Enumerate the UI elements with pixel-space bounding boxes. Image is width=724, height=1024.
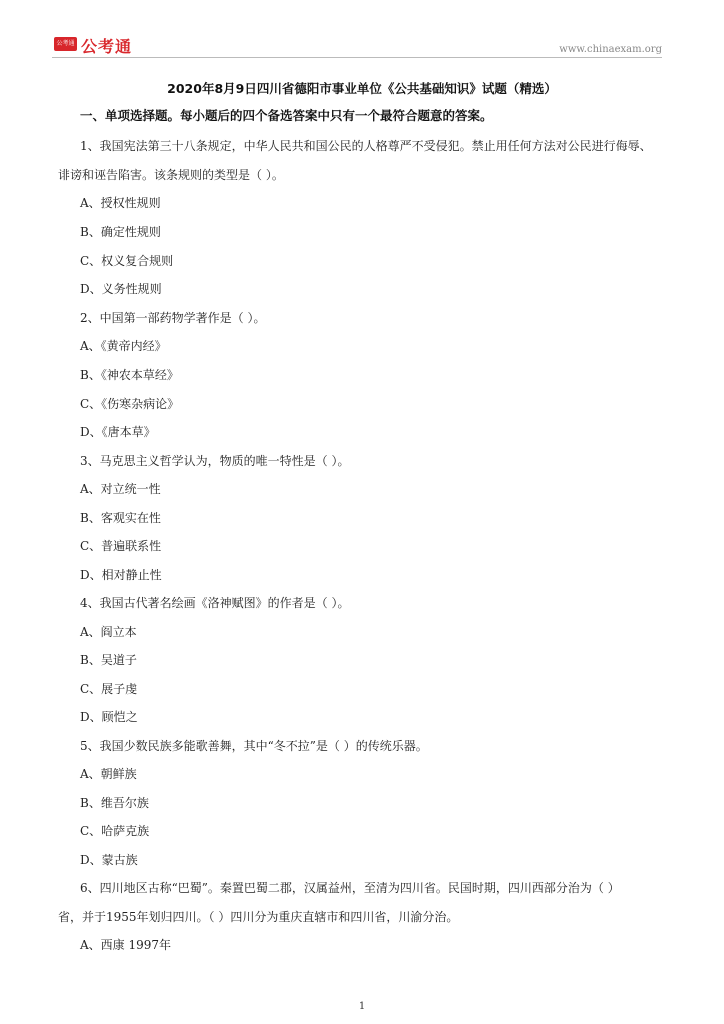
section-title: 一、单项选择题。每小题后的四个备选答案中只有一个最符合题意的答案。 xyxy=(80,108,493,123)
page-number: 1 xyxy=(358,1001,366,1012)
option-item: C、普遍联系性 xyxy=(80,539,162,553)
option-item: B、《神农本草经》 xyxy=(80,368,179,382)
option-item: B、客观实在性 xyxy=(80,511,161,525)
option-item: B、维吾尔族 xyxy=(80,796,149,810)
question-text: 5、我国少数民族多能歌善舞，其中“冬不拉”是（ ）的传统乐器。 xyxy=(80,739,428,753)
question-text: 6、四川地区古称“巴蜀”。秦置巴蜀二郡，汉属益州，至清为四川省。民国时期，四川西部分治为（ ） xyxy=(80,881,620,895)
option-item: C、哈萨克族 xyxy=(80,824,150,838)
option-item: D、相对静止性 xyxy=(80,568,162,582)
option-item: C、展子虔 xyxy=(80,682,138,696)
question-text: 4、我国古代著名绘画《洛神赋图》的作者是（ ）。 xyxy=(80,596,350,610)
question-text: 3、马克思主义哲学认为，物质的唯一特性是（ ）。 xyxy=(80,454,350,468)
option-item: D、蒙古族 xyxy=(80,853,138,867)
option-item: A、朝鲜族 xyxy=(80,767,137,781)
question-text: 省，并于1955年划归四川。（ ）四川分为重庆直辖市和四川省，川渝分治。 xyxy=(58,910,459,924)
option-item: B、确定性规则 xyxy=(80,225,161,239)
option-item: A、授权性规则 xyxy=(80,196,161,210)
option-item: A、西康 1997年 xyxy=(80,938,172,952)
logo-icon: 公考通 xyxy=(54,37,77,51)
question-text: 诽谤和诬告陷害。该条规则的类型是（ ）。 xyxy=(58,168,284,182)
question-text: 1、我国宪法第三十八条规定，中华人民共和国公民的人格尊严不受侵犯。禁止用任何方法对公民进行侮辱、 xyxy=(80,139,652,153)
option-item: A、对立统一性 xyxy=(80,482,161,496)
option-item: A、阎立本 xyxy=(80,625,137,639)
header-divider xyxy=(52,57,662,58)
site-url: www.chinaexam.org xyxy=(559,44,662,55)
logo-text: 公考通 xyxy=(81,37,133,56)
option-item: D、《唐本草》 xyxy=(80,425,156,439)
option-item: D、顾恺之 xyxy=(80,710,138,724)
document-title: 2020年8月9日四川省德阳市事业单位《公共基础知识》试题（精选） xyxy=(167,81,557,96)
option-item: A、《黄帝内经》 xyxy=(80,339,167,353)
question-text: 2、中国第一部药物学著作是（ ）。 xyxy=(80,311,266,325)
page-header xyxy=(52,34,662,56)
option-item: C、《伤寒杂病论》 xyxy=(80,397,180,411)
option-item: B、吴道子 xyxy=(80,653,137,667)
option-item: C、权义复合规则 xyxy=(80,254,174,268)
option-item: D、义务性规则 xyxy=(80,282,162,296)
